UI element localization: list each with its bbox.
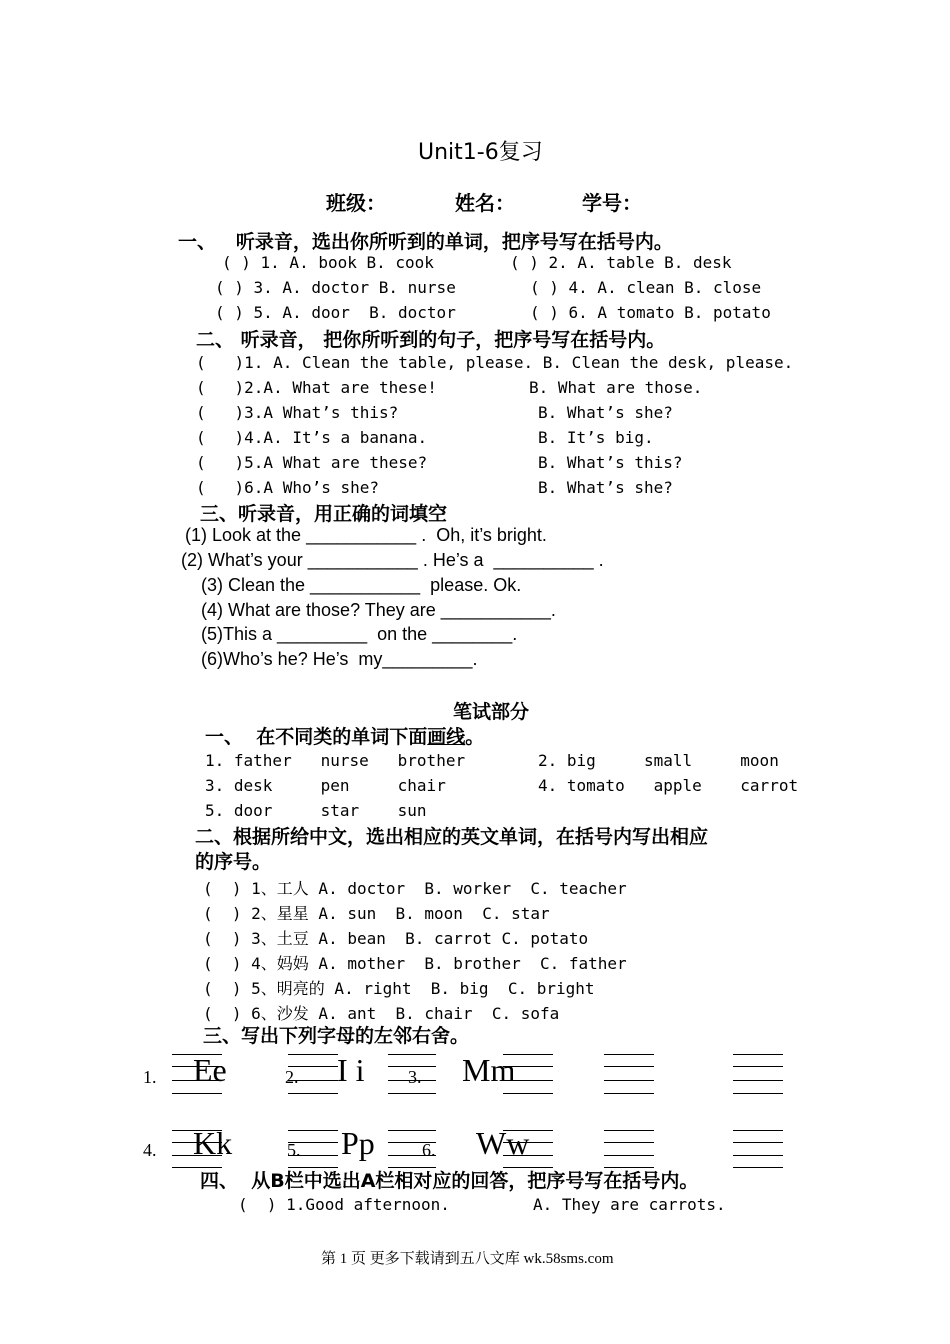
letter-pair: Pp	[341, 1125, 375, 1161]
part1-question-5: ( ) 5. A. door B. doctor	[215, 303, 456, 322]
class-label: 班级：	[326, 191, 386, 215]
listening-part3-heading: 三、听录音，用正确的词填空	[200, 503, 448, 525]
page-title: Unit1-6复习	[418, 140, 543, 165]
letter-pair: Ee	[193, 1052, 227, 1088]
written-part1-heading-pre: 一、 在不同类的单词下面	[205, 726, 428, 748]
fill-blank-line: (1) Look at the ___________ . Oh, it’s bright.	[185, 525, 547, 545]
fill-blank-line: (3) Clean the ___________ please. Ok.	[201, 575, 522, 595]
written-part1-heading-underlined: 画线	[427, 726, 466, 748]
student-id-label: 学号：	[582, 191, 642, 215]
written-part4-heading: 四、 从B栏中选出A栏相对应的回答，把序号写在括号内。	[200, 1170, 699, 1192]
matching-row-b: A. They are carrots.	[533, 1195, 726, 1214]
choice-row: ( ) 6、沙发 A. ant B. chair C. sofa	[203, 1004, 560, 1023]
part1-question-3: ( ) 3. A. doctor B. nurse	[215, 278, 456, 297]
written-part2-heading-line2: 的序号。	[195, 851, 272, 873]
part1-question-6: ( ) 6. A tomato B. potato	[530, 303, 771, 322]
odd-one-out-row: 3. desk pen chair	[205, 776, 446, 795]
letter-item-number: 4.	[143, 1140, 157, 1160]
odd-one-out-row: 5. door star sun	[205, 801, 427, 820]
part1-question-2: ( ) 2. A. table B. desk	[510, 253, 732, 272]
letter-item-number: 5.	[287, 1140, 301, 1160]
part2-row-b: B. What’s this?	[538, 453, 683, 472]
letter-item-number: 6.	[422, 1140, 436, 1160]
part2-row-b: B. It’s big.	[538, 428, 654, 447]
letter-pair: Kk	[193, 1125, 233, 1161]
part1-question-4: ( ) 4. A. clean B. close	[530, 278, 762, 297]
odd-one-out-row: 1. father nurse brother	[205, 751, 466, 770]
letter-pair: Mm	[462, 1052, 516, 1088]
written-part1-heading	[205, 722, 484, 749]
letter-pair: I i	[337, 1052, 365, 1088]
choice-row: ( ) 4、妈妈 A. mother B. brother C. father	[203, 954, 627, 973]
part2-row-b: B. What’s she?	[538, 403, 673, 422]
fill-blank-line: (5)This a _________ on the ________.	[201, 624, 518, 644]
part2-row-a: ( )4.A. It’s a banana.	[196, 428, 428, 447]
written-part1-heading-post: 。	[465, 726, 485, 748]
choice-row: ( ) 2、星星 A. sun B. moon C. star	[203, 904, 550, 923]
part2-row-a: ( )3.A What’s this?	[196, 403, 399, 422]
odd-one-out-row: 2. big small moon	[538, 751, 779, 770]
part2-row-a: ( )5.A What are these?	[196, 453, 428, 472]
fill-blank-line: (4) What are those? They are ___________.	[201, 600, 556, 620]
part2-row-a: ( )1. A. Clean the table, please. B. Clean the desk, please.	[196, 353, 794, 372]
written-part3-heading: 三、写出下列字母的左邻右舍。	[203, 1025, 470, 1047]
letter-item-number: 2.	[285, 1067, 299, 1087]
part1-question-1: ( ) 1. A. book B. cook	[222, 253, 434, 272]
listening-part1-heading: 一、 听录音，选出你所听到的单词，把序号写在括号内。	[178, 231, 673, 253]
letter-item-number: 1.	[143, 1067, 157, 1087]
page-footer: 第 1 页 更多下载请到五八文库 wk.58sms.com	[321, 1251, 614, 1267]
choice-row: ( ) 5、明亮的 A. right B. big C. bright	[203, 979, 595, 998]
odd-one-out-row: 4. tomato apple carrot	[538, 776, 799, 795]
written-section-title: 笔试部分	[453, 701, 530, 723]
part2-row-a: ( )6.A Who’s she?	[196, 478, 380, 497]
name-label: 姓名：	[455, 191, 515, 215]
part2-row-a: ( )2.A. What are these!	[196, 378, 437, 397]
letter-pair: Ww	[476, 1125, 530, 1161]
listening-part2-heading: 二、 听录音， 把你所听到的句子，把序号写在括号内。	[196, 329, 666, 351]
fill-blank-line: (2) What’s your ___________ . He’s a __________ .	[181, 550, 604, 570]
matching-row-a: ( ) 1.Good afternoon.	[238, 1195, 450, 1214]
letter-item-number: 3.	[408, 1067, 422, 1087]
choice-row: ( ) 3、土豆 A. bean B. carrot C. potato	[203, 929, 589, 948]
fill-blank-line: (6)Who’s he? He’s my_________.	[201, 649, 478, 669]
written-part2-heading-line1: 二、根据所给中文，选出相应的英文单词，在括号内写出相应	[195, 826, 709, 848]
part2-row-b: B. What are those.	[529, 378, 703, 397]
part2-row-b: B. What’s she?	[538, 478, 673, 497]
choice-row: ( ) 1、工人 A. doctor B. worker C. teacher	[203, 879, 627, 898]
